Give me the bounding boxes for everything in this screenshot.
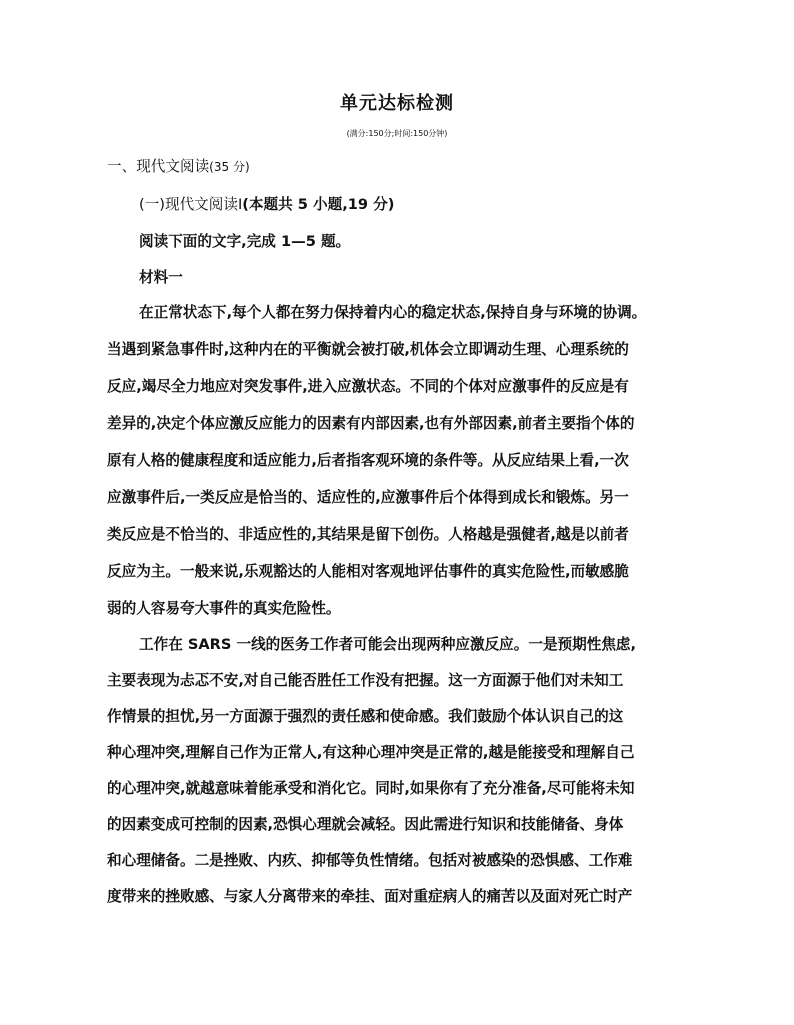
section-label: 一、现代文阅读	[107, 158, 210, 175]
reading-instruction: 阅读下面的文字,完成 1—5 题。	[139, 233, 351, 250]
paragraph2-line: 作情景的担忧,另一方面源于强烈的责任感和使命感。我们鼓励个体认识自己的这	[107, 708, 624, 725]
paragraph1-line: 原有人格的健康程度和适应能力,后者指客观环境的条件等。从反应结果上看,一次	[107, 452, 629, 469]
paragraph2-line: 工作在 SARS 一线的医务工作者可能会出现两种应激反应。一是预期性焦虑,	[139, 636, 637, 653]
subsection-detail: (本题共 5 小题,19 分)	[242, 196, 395, 213]
section-heading	[107, 156, 250, 178]
document-subtitle: (满分:150分;时间:150分钟)	[346, 129, 448, 138]
paragraph1-line: 在正常状态下,每个人都在努力保持着内心的稳定状态,保持自身与环境的协调。	[139, 304, 647, 321]
paragraph1-line: 当遇到紧急事件时,这种内在的平衡就会被打破,机体会立即调动生理、心理系统的	[107, 341, 629, 358]
paragraph1-line: 差异的,决定个体应激反应能力的因素有内部因素,也有外部因素,前者主要指个体的	[107, 415, 635, 432]
paragraph2-line: 度带来的挫败感、与家人分离带来的牵挂、面对重症病人的痛苦以及面对死亡时产	[107, 888, 633, 905]
subsection-label: (一)现代文阅读Ⅰ	[139, 196, 243, 213]
paragraph1-line: 应激事件后,一类反应是恰当的、适应性的,应激事件后个体得到成长和锻炼。另一	[107, 489, 629, 506]
paragraph2-line: 的因素变成可控制的因素,恐惧心理就会减轻。因此需进行知识和技能储备、身体	[107, 816, 624, 833]
paragraph2-line: 主要表现为忐忑不安,对自己能否胜任工作没有把握。这一方面源于他们对未知工	[107, 672, 624, 689]
paragraph1-line: 类反应是不恰当的、非适应性的,其结果是留下创伤。人格越是强健者,越是以前者	[107, 526, 629, 543]
paragraph1-line: 反应,竭尽全力地应对突发事件,进入应激状态。不同的个体对应激事件的反应是有	[107, 378, 629, 395]
paragraph2-line: 和心理储备。二是挫败、内疚、抑郁等负性情绪。包括对被感染的恐惧感、工作难	[107, 852, 633, 869]
document-title: 单元达标检测	[340, 93, 454, 114]
material-label: 材料一	[139, 269, 183, 286]
subsection-heading	[139, 194, 394, 216]
paragraph2-line: 种心理冲突,理解自己作为正常人,有这种心理冲突是正常的,越是能接受和理解自己	[107, 744, 635, 761]
paragraph1-line: 反应为主。一般来说,乐观豁达的人能相对客观地评估事件的真实危险性,而敏感脆	[107, 563, 629, 580]
section-score: (35 分)	[209, 160, 250, 174]
paragraph1-line: 弱的人容易夸大事件的真实危险性。	[107, 600, 341, 617]
paragraph2-line: 的心理冲突,就越意味着能承受和消化它。同时,如果你有了充分准备,尽可能将未知	[107, 780, 635, 797]
